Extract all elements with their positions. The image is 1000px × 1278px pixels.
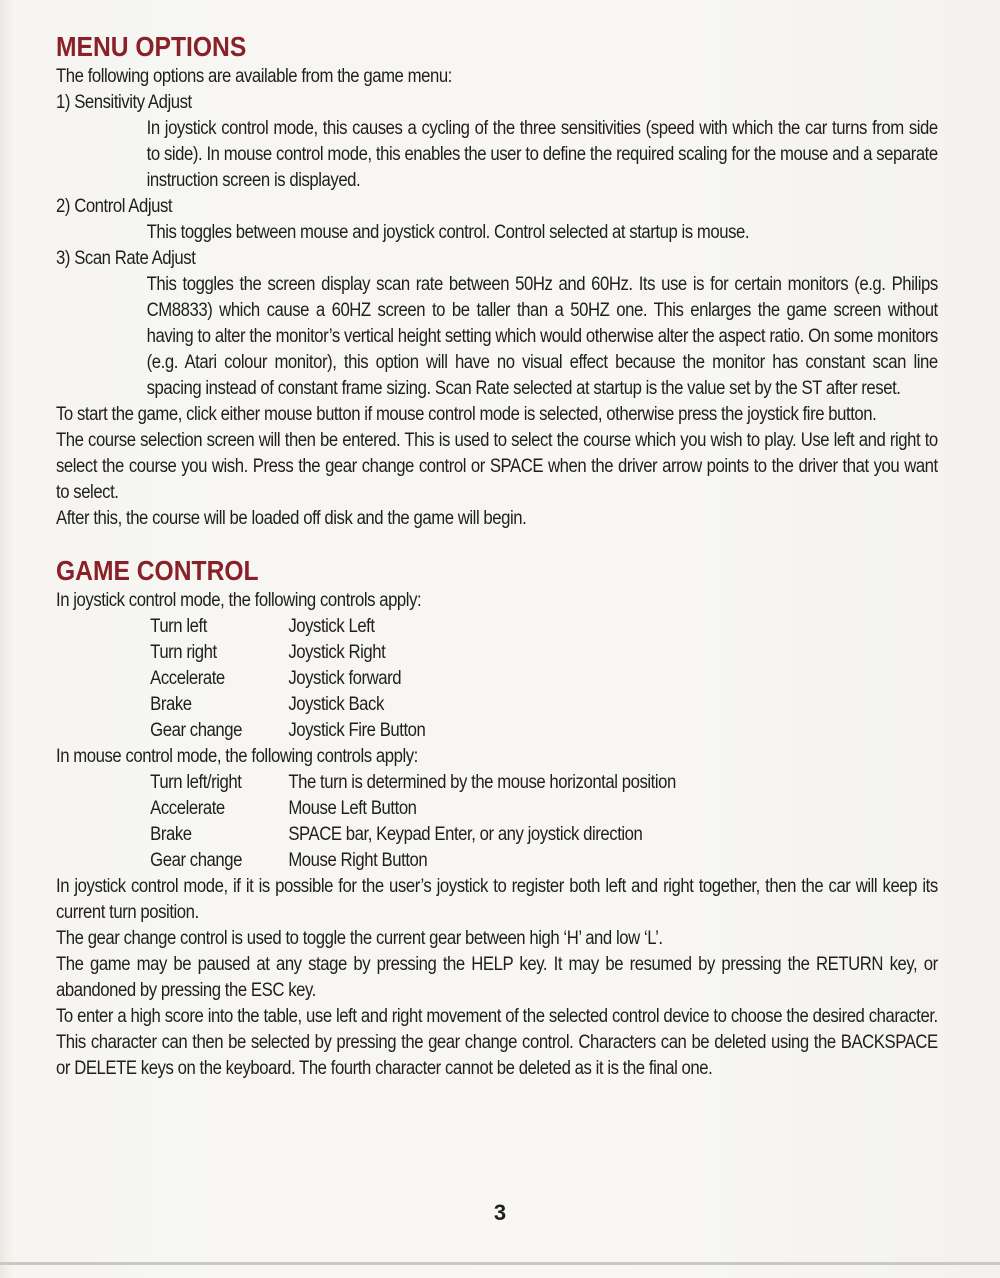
section-gap [56,532,938,554]
menu-item-description: This toggles between mouse and joystick control. Control selected at startup is mouse. [146,222,750,243]
mouse-intro: In mouse control mode, the following controls apply: [56,746,418,767]
menu-item-description: This toggles the screen display scan rate between 50Hz and 60Hz. Its use is for certain monitors (e.g. Philips CM8833) which cause a 60HZ screen to be taller than a 50HZ one. This enlarges the game screen without having to alter the monitor’s vertical height setting which would otherwise alter the aspect ratio. On some monitors (e.g. Atari colour monitor), this option will have no visual effect because the monitor has constant scan line spacing instead of constant frame sizing. Scan Rate selected at startup is the value set by the ST after reset. [146,274,938,399]
page-content [56,30,938,1082]
control-row [56,770,938,796]
control-action: Gear change [150,850,242,871]
control-row [56,822,938,848]
control-action: Turn left/right [150,772,242,793]
joystick-intro: In joystick control mode, the following controls apply: [56,590,422,611]
control-input: Joystick forward [288,668,402,689]
control-row [56,848,938,874]
page-number: 3 [493,1200,507,1225]
control-action: Brake [150,694,192,715]
control-row [56,614,938,640]
paragraph: In joystick control mode, if it is possible for the user’s joystick to register both left and right together, then the car will keep its current turn position. [56,876,938,923]
control-input: Joystick Fire Button [288,720,426,741]
control-input: Mouse Right Button [288,850,428,871]
control-row [56,796,938,822]
paragraph: The course selection screen will then be entered. This is used to select the course which you wish to play. Use left and right to select the course you wish. Press the gear change control or SPACE when the driver arrow points to the driver that you want to select. [56,430,938,503]
paragraph: To enter a high score into the table, use left and right movement of the selected control device to choose the desired character. This character can then be selected by pressing the gear change control. Characters can be deleted using the BACKSPACE or DELETE keys on the keyboard. The fourth character cannot be deleted as it is the final one. [56,1006,938,1079]
control-row [56,640,938,666]
control-input: Joystick Left [288,616,375,637]
control-action: Accelerate [150,668,225,689]
menu-intro: The following options are available from the game menu: [56,66,452,87]
paragraph: The gear change control is used to toggle the current gear between high ‘H’ and low ‘L’. [56,928,663,949]
control-action: Brake [150,824,192,845]
paragraph: After this, the course will be loaded off disk and the game will begin. [56,508,527,529]
control-input: Mouse Left Button [288,798,417,819]
menu-options-heading: MENU OPTIONS [56,31,247,62]
control-action: Turn right [150,642,217,663]
control-input: Joystick Back [288,694,384,715]
control-row [56,718,938,744]
control-action: Gear change [150,720,242,741]
menu-item-description: In joystick control mode, this causes a cycling of the three sensitivities (speed with which the car turns from side to side). In mouse control mode, this enables the user to define the required scaling for the mouse and a separate instruction screen is displayed. [146,118,938,191]
control-row [56,692,938,718]
control-action: Accelerate [150,798,225,819]
control-action: Turn left [150,616,207,637]
control-input: SPACE bar, Keypad Enter, or any joystick direction [288,824,643,845]
control-input: The turn is determined by the mouse horizontal position [288,772,676,793]
control-input: Joystick Right [288,642,386,663]
game-control-heading: GAME CONTROL [56,555,259,586]
menu-item-title: 2) Control Adjust [56,196,173,217]
page-edge-divider [0,1262,1000,1265]
paragraph: To start the game, click either mouse button if mouse control mode is selected, otherwise press the joystick fire button. [56,404,877,425]
paragraph: The game may be paused at any stage by pressing the HELP key. It may be resumed by pressing the RETURN key, or abandoned by pressing the ESC key. [56,954,938,1001]
menu-item-title: 3) Scan Rate Adjust [56,248,196,269]
menu-item-title: 1) Sensitivity Adjust [56,92,192,113]
control-row [56,666,938,692]
